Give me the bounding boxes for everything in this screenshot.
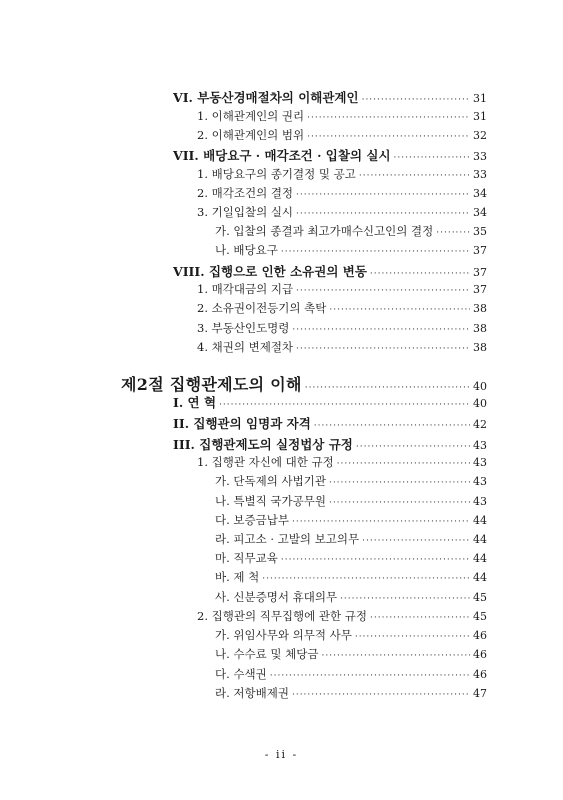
toc-entry[interactable] — [173, 393, 487, 411]
toc-entry[interactable] — [215, 550, 487, 566]
toc-entry[interactable] — [215, 569, 487, 585]
toc-entry-page-number: 34 — [473, 206, 487, 219]
dot-leader — [329, 306, 470, 315]
toc-entry-page-number: 42 — [473, 418, 487, 431]
toc-entry-page-number: 38 — [473, 322, 487, 335]
toc-entry-title: VI. 부동산경매절차의 이해관계인 — [173, 90, 359, 105]
toc-entry-title: 다. 수색권 — [215, 667, 267, 681]
dot-leader — [340, 595, 470, 604]
toc-entry[interactable] — [215, 531, 487, 547]
toc-entry-title: 1. 배당요구의 종기결정 및 공고 — [197, 167, 356, 181]
toc-entry-page-number: 37 — [473, 266, 487, 279]
toc-entry-page-number: 31 — [473, 110, 487, 123]
dot-leader — [362, 537, 470, 546]
toc-entry-page-number: 44 — [473, 571, 487, 584]
toc-entry-page-number: 44 — [473, 514, 487, 527]
toc-entry[interactable] — [173, 414, 487, 432]
toc-entry-title: 마. 직무교육 — [215, 551, 278, 565]
toc-entry-page-number: 34 — [473, 187, 487, 200]
toc-entry-title: 나. 특별직 국가공무원 — [215, 494, 326, 508]
toc-entry-page-number: 33 — [473, 168, 487, 181]
toc-entry-title: II. 집행관의 임명과 자격 — [173, 416, 311, 431]
toc-entry-page-number: 40 — [473, 397, 487, 410]
dot-leader — [356, 443, 470, 452]
dot-leader — [359, 172, 470, 181]
toc-entry-page-number: 43 — [473, 456, 487, 469]
dot-leader — [355, 633, 470, 642]
toc-entry-page-number: 38 — [473, 302, 487, 315]
dot-leader — [270, 672, 470, 681]
dot-leader — [370, 270, 470, 279]
dot-leader — [281, 248, 470, 257]
dot-leader — [296, 191, 470, 200]
toc-entry-title: 가. 위임사무와 의무적 사무 — [215, 628, 352, 642]
toc-entry-page-number: 31 — [473, 92, 487, 105]
toc-entry-page-number: 33 — [473, 150, 487, 163]
toc-entry-page-number: 32 — [473, 129, 487, 142]
toc-entry-title: I. 연 혁 — [173, 395, 217, 410]
toc-entry[interactable] — [215, 242, 487, 258]
toc-entry[interactable] — [197, 204, 487, 220]
toc-entry-title: 제2절 집행관제도의 이해 — [121, 375, 302, 394]
toc-entry-title: 라. 피고소 · 고발의 보고의무 — [215, 532, 360, 546]
toc-entry-title: 1. 이해관계인의 권리 — [197, 109, 305, 123]
toc-entry-title: 나. 배당요구 — [215, 243, 278, 257]
toc-entry-page-number: 37 — [473, 244, 487, 257]
toc-entry[interactable] — [215, 685, 487, 701]
toc-entry-title: 바. 제 척 — [215, 570, 260, 584]
dot-leader — [362, 96, 470, 105]
toc-entry[interactable] — [197, 300, 487, 316]
toc-entry-page-number: 46 — [473, 629, 487, 642]
toc-entry-title: 1. 매각대금의 지급 — [197, 282, 294, 296]
toc-entry-title: 나. 수수료 및 체당금 — [215, 647, 319, 661]
toc-entry-title: 3. 부동산인도명령 — [197, 321, 290, 335]
dot-leader — [394, 154, 470, 163]
dot-leader — [292, 518, 470, 527]
dot-leader — [262, 575, 470, 584]
toc-entry[interactable] — [197, 185, 487, 201]
toc-entry-title: 4. 채권의 변제절차 — [197, 340, 294, 354]
dot-leader — [314, 422, 470, 431]
dot-leader — [292, 326, 470, 335]
toc-entry-page-number: 37 — [473, 283, 487, 296]
dot-leader — [296, 287, 470, 296]
toc-entry[interactable] — [215, 646, 487, 662]
toc-entry[interactable] — [215, 493, 487, 509]
dot-leader — [281, 556, 470, 565]
toc-entry[interactable] — [197, 608, 487, 624]
toc-entry-title: 1. 집행관 자신에 대한 규정 — [197, 455, 334, 469]
dot-leader — [322, 652, 471, 661]
toc-entry[interactable] — [215, 473, 487, 489]
toc-entry[interactable] — [215, 512, 487, 528]
toc-entry-title: 2. 소유권이전등기의 촉탁 — [197, 301, 327, 315]
toc-entry-title: VIII. 집행으로 인한 소유권의 변동 — [173, 264, 367, 279]
toc-entry[interactable] — [215, 627, 487, 643]
toc-entry-page-number: 45 — [473, 591, 487, 604]
toc-entry[interactable] — [197, 108, 487, 124]
toc-entry-title: 라. 저항배제권 — [215, 686, 289, 700]
toc-entry[interactable] — [173, 262, 487, 280]
toc-entry-title: III. 집행관제도의 실정법상 규정 — [173, 437, 353, 452]
toc-entry-page-number: 46 — [473, 668, 487, 681]
toc-entry[interactable] — [173, 146, 487, 164]
toc-entry-page-number: 43 — [473, 475, 487, 488]
toc-entry[interactable] — [197, 454, 487, 470]
toc-entry-title: 가. 단독제의 사법기관 — [215, 474, 326, 488]
dot-leader — [337, 460, 470, 469]
toc-entry-title: 사. 신분증명서 휴대의무 — [215, 590, 338, 604]
dot-leader — [307, 133, 470, 142]
toc-entry-page-number: 44 — [473, 552, 487, 565]
toc-entry-page-number: 46 — [473, 648, 487, 661]
toc-entry[interactable] — [197, 127, 487, 143]
dot-leader — [296, 345, 470, 354]
dot-leader — [307, 114, 470, 123]
dot-leader — [296, 210, 470, 219]
toc-entry-title: 2. 매각조건의 결정 — [197, 186, 294, 200]
toc-entry-page-number: 38 — [473, 341, 487, 354]
dot-leader — [219, 401, 470, 410]
toc-entry-title: 2. 집행관의 직무집행에 관한 규정 — [197, 609, 368, 623]
toc-entry-page-number: 43 — [473, 495, 487, 508]
toc-entry[interactable] — [173, 435, 487, 453]
toc-entry-page-number: 45 — [473, 610, 487, 623]
toc-entry-page-number: 35 — [473, 225, 487, 238]
toc-entry-page-number: 43 — [473, 439, 487, 452]
dot-leader — [292, 691, 470, 700]
toc-entry[interactable] — [215, 589, 487, 605]
toc-entry[interactable] — [197, 166, 487, 182]
toc-entry-title: 다. 보증금납부 — [215, 513, 289, 527]
toc-entry[interactable] — [215, 666, 487, 682]
toc-entry[interactable] — [197, 281, 487, 297]
toc-entry-title: 3. 기일입찰의 실시 — [197, 205, 294, 219]
dot-leader — [329, 499, 470, 508]
toc-entry-title: VII. 배당요구 · 매각조건 · 입찰의 실시 — [173, 148, 391, 163]
dot-leader — [370, 614, 470, 623]
toc-entry[interactable] — [173, 88, 487, 106]
toc-entry-title: 가. 입찰의 종결과 최고가매수신고인의 결정 — [215, 224, 434, 238]
toc-entry-page-number: 40 — [473, 380, 487, 393]
toc-entry-page-number: 44 — [473, 533, 487, 546]
toc-entry-page-number: 47 — [473, 687, 487, 700]
dot-leader — [329, 479, 470, 488]
page-number-footer: - ii - — [264, 748, 299, 761]
dot-leader — [305, 384, 470, 393]
toc-entry[interactable] — [197, 339, 487, 355]
toc-entry[interactable] — [215, 223, 487, 239]
toc-entry-title: 2. 이해관계인의 범위 — [197, 128, 305, 142]
toc-entry[interactable] — [121, 372, 487, 395]
dot-leader — [436, 229, 470, 238]
toc-entry[interactable] — [197, 320, 487, 336]
